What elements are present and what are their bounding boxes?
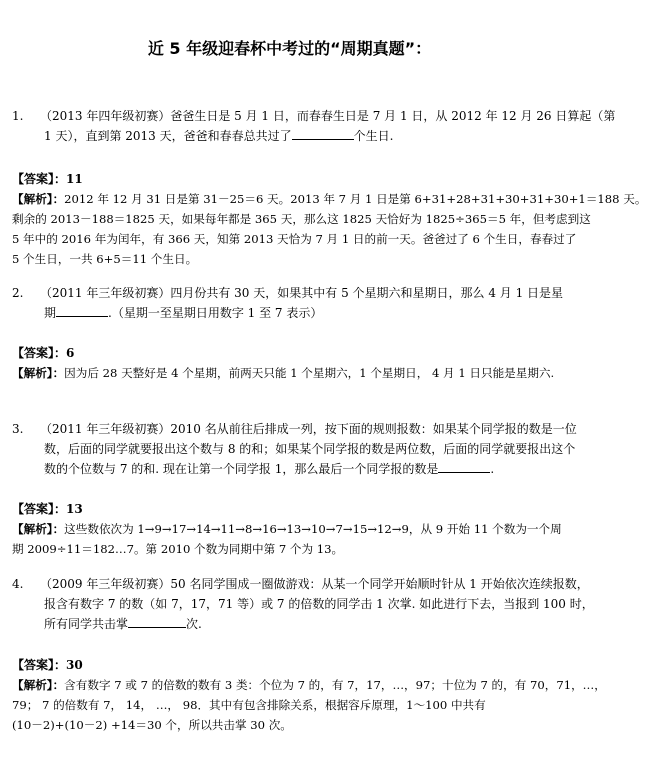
question-text: 次. [186, 617, 202, 631]
question-number: 3. [12, 422, 24, 436]
answer-value: 13 [66, 502, 83, 516]
question-text: 所有同学共击掌 [44, 617, 129, 631]
question-text: （2009 年三年级初赛）50 名同学围成一圈做游戏：从某一个同学开始顺时针从 1 开始依次连续报数， [40, 577, 589, 591]
question-line [12, 126, 568, 146]
answer-blank [292, 126, 354, 140]
solution-label: 【解析】： [12, 522, 65, 536]
solution-line: 因为后 28 天整好是 4 个星期，前两天只能 1 个星期六，1 个星期日， 4 月 1 日只能是星期六. [64, 366, 555, 380]
answer-label: 【答案】： [12, 172, 67, 186]
question-4 [12, 574, 594, 634]
answer-1 [12, 169, 646, 269]
solution [12, 675, 606, 735]
question-line [12, 419, 577, 439]
question-line [12, 303, 568, 323]
question-number: 2. [12, 286, 24, 300]
question-text: 数的个位数与 7 的和. 现在让第一个同学报 1，那么最后一个同学报的数是 [44, 462, 439, 476]
answer-blank [438, 459, 490, 473]
solution-line: 5 个生日，一共 6+5＝11 个生日。 [12, 252, 198, 266]
answer-4 [12, 655, 606, 735]
question-number: 1. [12, 109, 24, 123]
solution-line: 79； 7 的倍数有 7， 14， …， 98．其中有包含排除关系，根据容斥原理，1～100 中共有 [12, 698, 486, 712]
question-text: 报含有数字 7 的数（如 7，17，71 等）或 7 的倍数的同学击 1 次掌. 如此进行下去，当报到 100 时， [44, 597, 594, 611]
solution-label: 【解析】： [12, 366, 65, 380]
page-title: 近 5 年级迎春杯中考过的“周期真题”： [147, 39, 432, 58]
answer-label: 【答案】： [12, 346, 67, 360]
question-number: 4. [12, 577, 24, 591]
question-line [12, 614, 568, 634]
question-text: . [490, 462, 495, 476]
question-line [12, 106, 616, 126]
question-2 [12, 283, 568, 323]
question-line [12, 439, 576, 459]
question-line [12, 459, 568, 479]
question-text: 数，后面的同学就要报出这个数与 8 的和；如果某个同学报的数是两位数，后面的同学就要报出这个 [44, 442, 576, 456]
question-text: （2011 年三年级初赛）2010 名从前往后排成一列，按下面的规则报数：如果某个同学报的数是一位 [40, 422, 577, 436]
answer-blank [56, 303, 108, 317]
solution-line: (10－2)+(10－2) +14＝30 个，所以共击掌 30 次。 [12, 718, 292, 732]
question-text: （2011 年三年级初赛）四月份共有 30 天，如果其中有 5 个星期六和星期日，那么 4 月 1 日是星 [40, 286, 564, 300]
answer-label: 【答案】： [12, 502, 67, 516]
solution [12, 189, 646, 269]
question-text: （2013 年四年级初赛）爸爸生日是 5 月 1 日，而春春生日是 7 月 1 日，从 2012 年 12 月 26 日算起（第 [40, 109, 616, 123]
question-line [12, 283, 568, 303]
solution-line: 期 2009÷11＝182…7。第 2010 个数为同期中第 7 个为 13。 [12, 542, 344, 556]
answer-3 [12, 499, 568, 559]
question-line [12, 574, 589, 594]
question-3 [12, 419, 577, 479]
question-text: 期 [44, 306, 57, 320]
solution [12, 363, 568, 383]
solution-line: 2012 年 12 月 31 日是第 31－25＝6 天。2013 年 7 月 1 日是第 6+31+28+31+30+31+30+1＝188 天。 [64, 192, 646, 206]
question-line [12, 594, 594, 614]
solution-line: 这些数依次为 1→9→17→14→11→8→16→13→10→7→15→12→9，从 9 开始 11 个数为一个周 [64, 522, 562, 536]
solution-line: 5 年中的 2016 年为闰年，有 366 天，知第 2013 天恰为 7 月 1 日的前一天。爸爸过了 6 个生日，春春过了 [12, 232, 577, 246]
solution-line: 剩余的 2013－188＝1825 天，如果每年都是 365 天，那么这 1825 天恰好为 1825÷365＝5 年，但考虑到这 [12, 212, 591, 226]
answer-value: 6 [66, 346, 75, 360]
answer-blank [128, 614, 186, 628]
answer-value: 30 [66, 658, 83, 672]
answer-label: 【答案】： [12, 658, 67, 672]
question-text: 1 天），直到第 2013 天，爸爸和春春总共过了 [44, 129, 292, 143]
question-text: 个生日. [353, 129, 394, 143]
answer-value: 11 [66, 172, 83, 186]
solution-label: 【解析】： [12, 192, 65, 206]
solution-label: 【解析】： [12, 678, 65, 692]
question-1 [12, 106, 616, 146]
answer-2 [12, 343, 568, 383]
solution-line: 含有数字 7 或 7 的倍数的数有 3 类：个位为 7 的，有 7，17，…，97；十位为 7 的，有 70，71，…， [64, 678, 606, 692]
solution [12, 519, 568, 559]
question-text: .（星期一至星期日用数字 1 至 7 表示） [108, 306, 323, 320]
